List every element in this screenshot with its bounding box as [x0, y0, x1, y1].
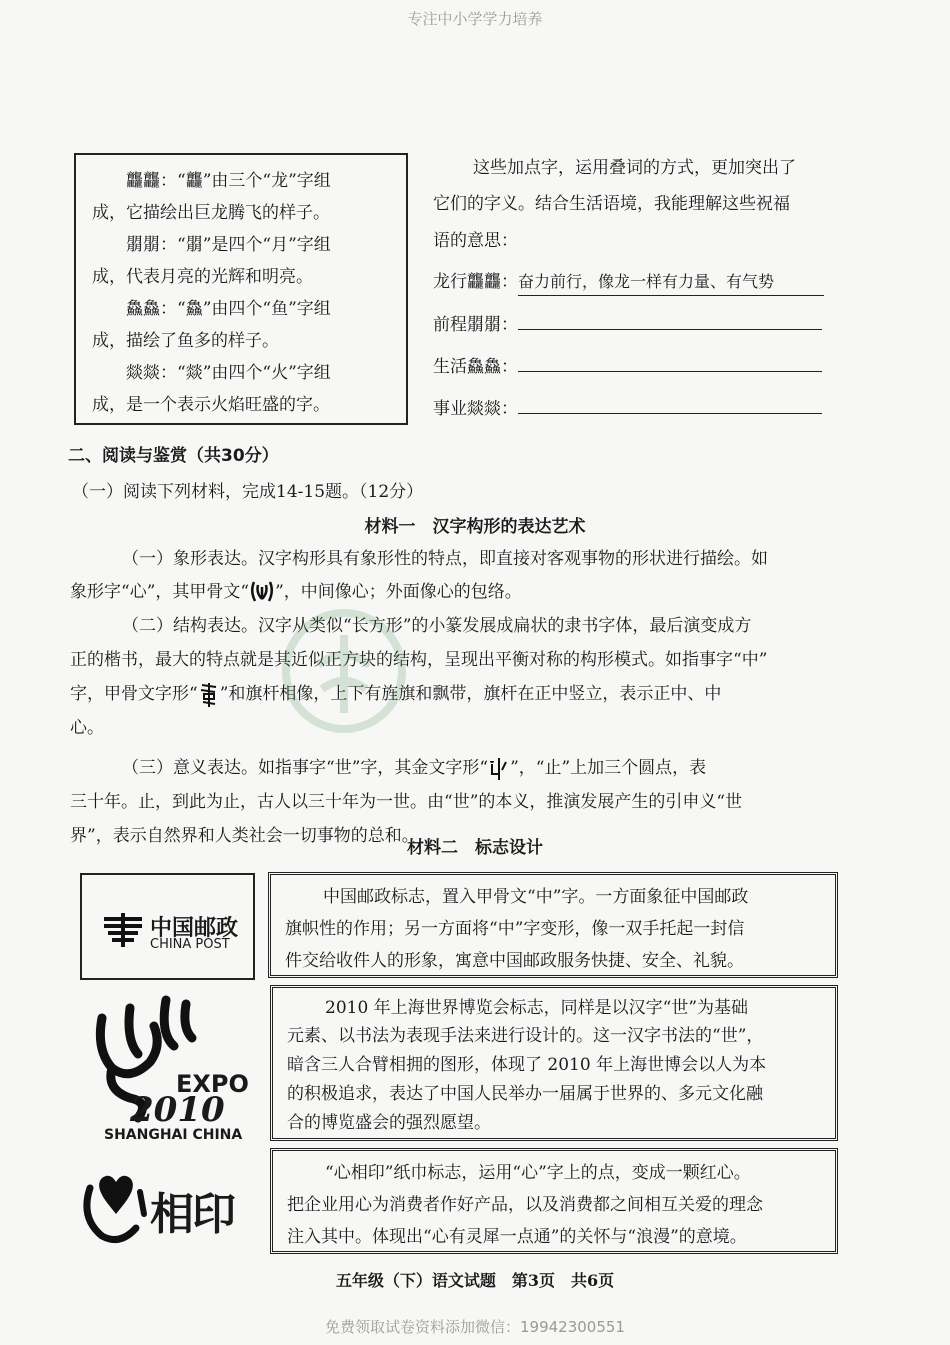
- desc-line: 把企业用心为消费者作好产品，以及消费都之间相互关爱的理念: [287, 1195, 763, 1215]
- expo-text: EXPO: [176, 1070, 249, 1098]
- answer-field[interactable]: [518, 307, 822, 330]
- para-text: ”和旗杆相像，上下有旌旗和飘带，旗杆在正中竖立，表示正中、中: [219, 684, 722, 704]
- blessing-row: [433, 304, 843, 346]
- china-post-cn: 中国邮政: [150, 916, 239, 941]
- blessing-label: 前程朤朤：: [433, 315, 518, 335]
- char-line: 成，是一个表示火焰旺盛的字。: [92, 395, 330, 415]
- heart-icon: [80, 1168, 152, 1244]
- char-line: 龘龘：“龘”由三个“龙”字组: [126, 171, 331, 191]
- material1-title: 材料一 汉字构形的表达艺术: [364, 517, 586, 537]
- para-line: （一）象形表达。汉字构形具有象形性的特点，即直接对客观事物的形状进行描绘。如: [122, 549, 768, 569]
- desc-line: 合的博览盛会的强烈愿望。: [287, 1113, 491, 1133]
- china-post-logo-box: [80, 873, 255, 980]
- answer-field[interactable]: [518, 349, 822, 372]
- para-text: ”，中间像心；外面像心的包络。: [275, 582, 522, 602]
- blessing-label: 事业燚燚：: [433, 399, 518, 419]
- char-line: 成，它描绘出巨龙腾飞的样子。: [92, 203, 330, 223]
- desc-line: 旗帜性的作用；另一方面将“中”字变形，像一双手托起一封信: [285, 919, 745, 939]
- xinxiangyin-description: [270, 1148, 838, 1254]
- answer-field[interactable]: 奋力前行，像龙一样有力量、有气势: [518, 269, 824, 296]
- intro-line: 语的意思：: [433, 231, 518, 251]
- page-header: 专注中小学学力培养: [407, 10, 543, 28]
- character-box: [74, 153, 408, 425]
- xinxiangyin-text: 相印: [150, 1189, 234, 1240]
- desc-line: 件交给收件人的形象，寓意中国邮政服务快捷、安全、礼貌。: [285, 951, 744, 971]
- char-line: 朤朤：“朤”是四个“月”字组: [126, 235, 331, 255]
- para-text: ”，“止”上加三个圆点，表: [510, 758, 707, 778]
- char-line: 成，描绘了鱼多的样子。: [92, 331, 279, 351]
- para-text: （三）意义表达。如指事字“世”字，其金文字形“: [122, 758, 489, 778]
- intro-line: 它们的字义。结合生活语境，我能理解这些祝福: [433, 194, 790, 214]
- section-title: 二、阅读与鉴赏（共30分）: [68, 446, 279, 466]
- china-post-description: [268, 872, 838, 978]
- blessing-row: [433, 260, 843, 304]
- char-line: 成，代表月亮的光辉和明亮。: [92, 267, 313, 287]
- para-line: 三十年。止，到此为止，古人以三十年为一世。由“世”的本义，推演发展产生的引申义“世: [70, 792, 743, 812]
- page-number: 五年级（下）语文试题 第3页 共6页: [335, 1271, 615, 1290]
- para-line: （二）结构表达。汉字从类似“长方形”的小篆发展成扁状的隶书字体，最后演变成方: [122, 616, 752, 636]
- expo-logo: [86, 990, 266, 1143]
- para-line: 界”，表示自然界和人类社会一切事物的总和。: [70, 826, 419, 846]
- expo-description: [270, 985, 838, 1141]
- xinxiangyin-logo: [80, 1160, 270, 1250]
- page-footer: 免费领取试卷资料添加微信：19942300551: [325, 1318, 625, 1336]
- zhong-oracle-icon: [198, 682, 220, 708]
- para-line: 正的楷书，最大的特点就是其近似正方块的结构，呈现出平衡对称的构形模式。如指事字“中”: [70, 650, 768, 670]
- blessing-row: [433, 346, 843, 388]
- para-line: 心。: [70, 718, 104, 738]
- material2-title: 材料二 标志设计: [407, 838, 543, 858]
- intro-line: 这些加点字，运用叠词的方式，更加突出了: [473, 158, 796, 178]
- desc-line: 2010 年上海世界博览会标志，同样是以汉字“世”为基础: [325, 998, 749, 1018]
- char-line: 燚燚：“燚”由四个“火”字组: [126, 363, 331, 383]
- watermark-logo: [278, 605, 688, 740]
- desc-line: 暗含三人合臂相拥的图形，体现了 2010 年上海世博会以人为本: [287, 1055, 767, 1075]
- china-post-en: CHINA POST: [150, 937, 230, 952]
- desc-line: 的积极追求，表达了中国人民举办一届属于世界的、多元文化融: [287, 1084, 763, 1104]
- expo-place: SHANGHAI CHINA: [104, 1127, 243, 1143]
- para-line: [70, 575, 850, 609]
- para-text: 字，甲骨文字形“: [70, 684, 198, 704]
- desc-line: “心相印”纸巾标志，运用“心”字上的点，变成一颗红心。: [325, 1163, 751, 1183]
- answer-field[interactable]: [518, 391, 822, 414]
- blessing-row: [433, 388, 843, 430]
- blessing-label: 龙行龘龘：: [433, 272, 518, 292]
- para-text: 象形字“心”，其甲骨文“: [70, 582, 250, 602]
- desc-line: 注入其中。体现出“心有灵犀一点通”的关怀与“浪漫”的意境。: [287, 1227, 747, 1247]
- para-line: [70, 751, 850, 785]
- blessing-section: [433, 150, 843, 430]
- desc-line: 元素、以书法为表现手法来进行设计的。这一汉字书法的“世”，: [287, 1026, 764, 1046]
- china-post-icon: [102, 913, 144, 947]
- heart-oracle-icon: [249, 579, 275, 607]
- expo-year: 2010: [130, 1090, 225, 1130]
- blessing-label: 生活鱻鱻：: [433, 357, 518, 377]
- shi-bronze-icon: [488, 756, 510, 782]
- part-title: （一）阅读下列材料，完成14-15题。（12分）: [72, 482, 424, 502]
- char-line: 鱻鱻：“鱻”由四个“鱼”字组: [126, 299, 331, 319]
- desc-line: 中国邮政标志，置入甲骨文“中”字。一方面象征中国邮政: [323, 887, 749, 907]
